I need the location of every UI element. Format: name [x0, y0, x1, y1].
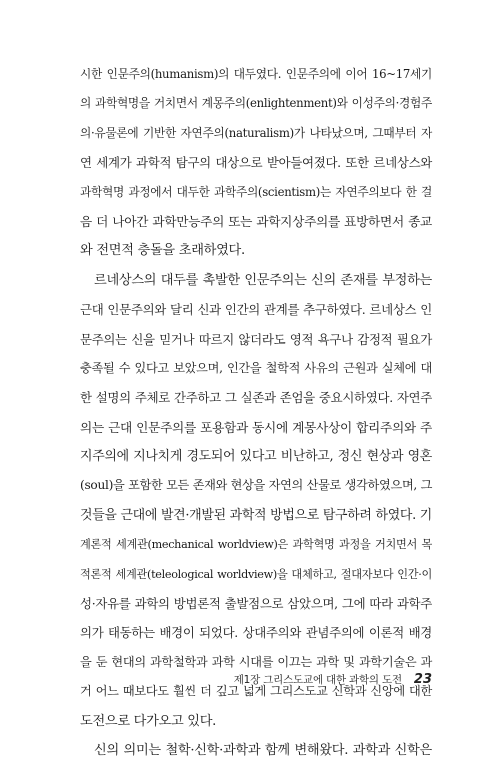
text-line: 도전으로 다가오고 있다.: [80, 713, 217, 729]
text-line: 의·유물론에 기반한 자연주의(naturalism)가 나타났으며, 그때부터 자: [80, 125, 432, 140]
text-line: 충족될 수 있다고 보았으며, 인간을 철학적 사유의 근원과 실체에 대: [80, 360, 432, 375]
text-line: 의가 태동하는 배경이 되었다. 상대주의와 관념주의에 이론적 배경: [80, 625, 432, 641]
text-line: 을 둔 현대의 과학철학과 과학 시대를 이끄는 과학 및 과학기술은 과: [80, 654, 432, 669]
text-line: 의는 근대 인문주의를 포용함과 동시에 계몽사상이 합리주의와 주: [80, 419, 432, 435]
text-line: (soul)을 포함한 모든 존재와 현상을 자연의 산물로 생각하였으며, 그: [80, 478, 433, 493]
text-line: 한 설명의 주체로 간주하고 그 실존과 존엄을 중요시하였다. 자연주: [80, 390, 432, 406]
text-line: 신의 의미는 철학·신학·과학과 함께 변해왔다. 과학과 신학은: [94, 742, 432, 758]
body-text: [80, 60, 432, 765]
text-line: 연 세계가 과학적 탐구의 대상으로 받아들여졌다. 또한 르네상스와: [80, 155, 432, 171]
text-line: 와 전면적 충돌을 초래하였다.: [80, 243, 245, 259]
text-line: 르네상스의 대두를 촉발한 인문주의는 신의 존재를 부정하는: [94, 272, 432, 288]
page-footer: [234, 672, 432, 692]
text-line: 거 어느 때보다도 훨씬 더 깊고 넓게 그리스도교 신학과 신앙에 대한: [80, 684, 432, 699]
text-line: 문주의는 신을 믿거나 따르지 않더라도 영적 욕구나 감정적 필요가: [80, 331, 432, 347]
text-line: 적론적 세계관(teleological worldview)을 대체하고, 절대자보다 인간·이: [80, 567, 432, 581]
text-line: 성·자유를 과학의 방법론적 출발점으로 삼았으며, 그에 따라 과학주: [80, 596, 432, 612]
running-footer-chapter: 제1장 그리스도교에 대한 과학의 도전: [233, 674, 402, 686]
text-line: 것들을 근대에 발견·개발된 과학적 방법으로 탐구하려 하였다. 기: [80, 507, 432, 523]
text-line: 계론적 세계관(mechanical worldview)은 과학혁명 과정을 거치면서 목: [80, 538, 432, 552]
text-line: 음 더 나아간 과학만능주의 또는 과학지상주의를 표방하면서 종교: [80, 213, 432, 229]
text-line: 근대 인문주의와 달리 신과 인간의 관계를 추구하였다. 르네상스 인: [80, 302, 432, 318]
text-line: 과학혁명 과정에서 대두한 과학주의(scientism)는 자연주의보다 한 걸: [80, 184, 432, 199]
text-line: 지주의에 지나치게 경도되어 있다고 비난하고, 정신 현상과 영혼: [80, 449, 432, 465]
text-line: 시한 인문주의(humanism)의 대두였다. 인문주의에 이어 16~17세기: [80, 67, 432, 81]
page-number: 23: [413, 672, 432, 687]
text-line: 의 과학혁명을 거치면서 계몽주의(enlightenment)와 이성주의·경험주: [80, 96, 432, 111]
